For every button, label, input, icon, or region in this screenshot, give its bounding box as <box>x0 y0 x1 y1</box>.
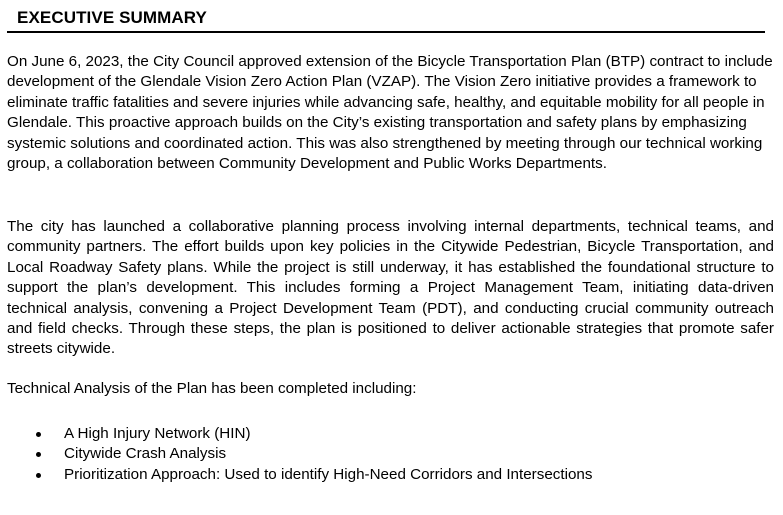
analysis-bullet-list <box>7 424 592 485</box>
list-item <box>7 465 592 485</box>
list-item <box>7 444 592 464</box>
bullet-icon <box>36 452 41 457</box>
list-item-text: Prioritization Approach: Used to identify High-Need Corridors and Intersections <box>64 465 593 483</box>
list-item-text: Citywide Crash Analysis <box>64 445 227 463</box>
bullet-icon <box>36 473 41 478</box>
list-item <box>7 424 592 444</box>
document-page <box>7 0 775 515</box>
paragraph-analysis-lead: Technical Analysis of the Plan has been completed including: <box>7 380 417 397</box>
paragraph-intro: On June 6, 2023, the City Council approved extension of the Bicycle Transportation Plan (BTP) contract to include development of the Glendale Vision Zero Action Plan (VZAP). The Vision Zero initiative provides a framework to eliminate traffic fatalities and severe injuries while advancing safe, healthy, and equitable mobility for all people in Glendale. This proactive approach builds on the City’s existing transportation and safety plans by emphasizing systemic solutions and coordinated action. This was also strengthened by meeting through our technical working group, a collaboration between Community Development and Public Works Departments. <box>7 53 773 173</box>
section-heading: EXECUTIVE SUMMARY <box>17 8 207 27</box>
bullet-icon <box>36 432 41 437</box>
heading-underline <box>7 31 765 33</box>
list-item-text: A High Injury Network (HIN) <box>64 425 251 442</box>
paragraph-process: The city has launched a collaborative planning process involving internal departments, technical teams, and community partners. The effort builds upon key policies in the Citywide Pedestrian, Bicycle Transportation, and Local Roadway Safety plans. While the project is still underway, it has established the foundational structure to support the plan’s development. This includes forming a Project Management Team, initiating data-driven technical analysis, convening a Project Development Team (PDT), and conducting crucial community outreach and field checks. Through these steps, the plan is positioned to deliver actionable strategies that promote safer streets citywide. <box>7 218 774 358</box>
